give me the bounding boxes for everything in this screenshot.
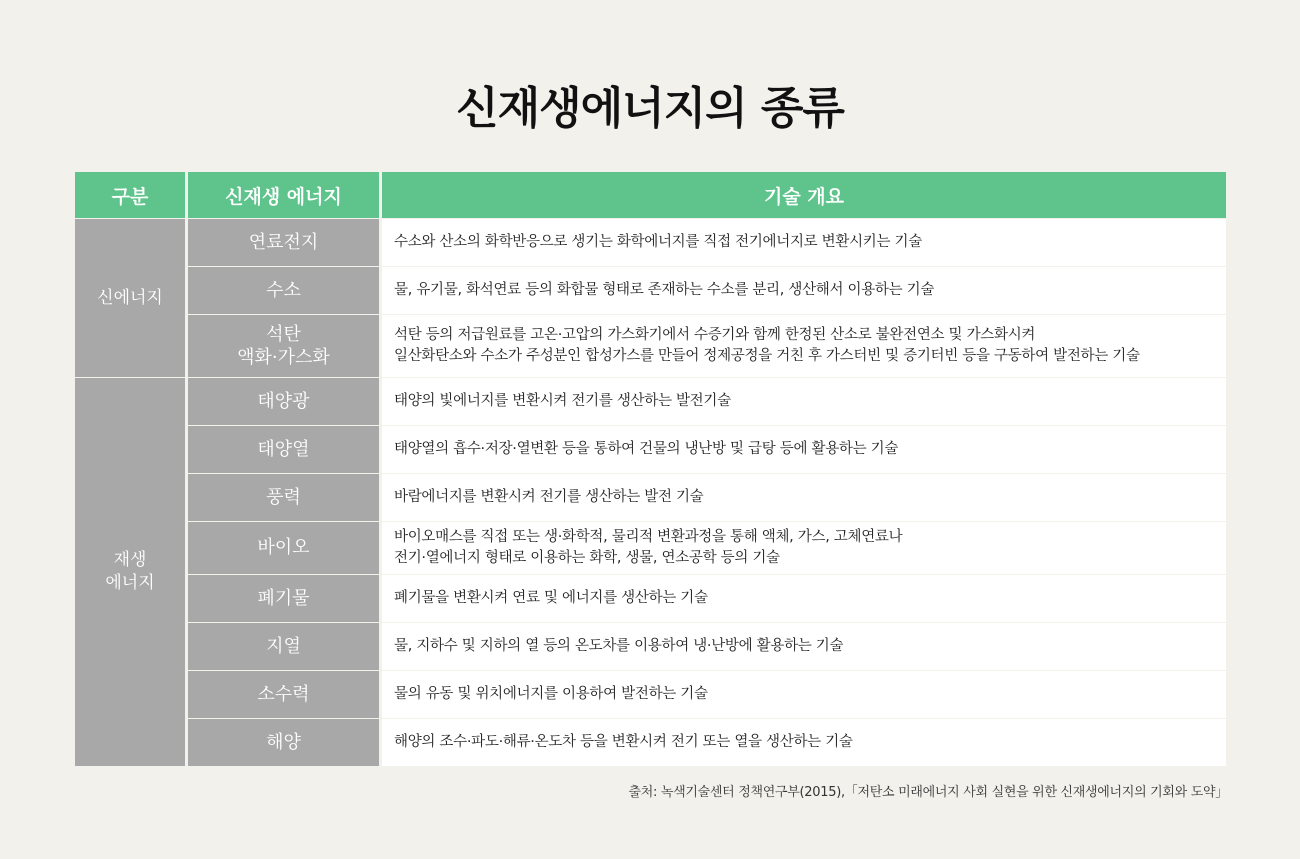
energy-name: 지열 — [188, 623, 379, 670]
energy-name: 태양열 — [188, 426, 379, 473]
energy-description: 물의 유동 및 위치에너지를 이용하여 발전하는 기술 — [382, 671, 1226, 718]
energy-description: 해양의 조수·파도·해류·온도차 등을 변환시켜 전기 또는 열을 생산하는 기술 — [382, 719, 1226, 766]
energy-description: 수소와 산소의 화학반응으로 생기는 화학에너지를 직접 전기에너지로 변환시키는 기술 — [382, 219, 1226, 266]
energy-name: 연료전지 — [188, 219, 379, 266]
energy-name: 바이오 — [188, 522, 379, 574]
energy-description: 물, 유기물, 화석연료 등의 화합물 형태로 존재하는 수소를 분리, 생산해서 이용하는 기술 — [382, 267, 1226, 314]
energy-name: 태양광 — [188, 378, 379, 425]
energy-description: 바람에너지를 변환시켜 전기를 생산하는 발전 기술 — [382, 474, 1226, 521]
energy-description: 태양의 빛에너지를 변환시켜 전기를 생산하는 발전기술 — [382, 378, 1226, 425]
page-title: 신재생에너지의 종류 — [456, 83, 844, 134]
energy-description: 물, 지하수 및 지하의 열 등의 온도차를 이용하여 냉·난방에 활용하는 기술 — [382, 623, 1226, 670]
energy-name: 폐기물 — [188, 575, 379, 622]
energy-description: 석탄 등의 저급원료를 고온·고압의 가스화기에서 수증기와 함께 한정된 산소로 불완전연소 및 가스화시켜 일산화탄소와 수소가 주성분인 합성가스를 만들어 정제공정을 거친 후 가스터빈 및 증기터빈 등을 구동하여 발전하는 기술 — [382, 315, 1226, 377]
energy-description: 태양열의 흡수·저장·열변환 등을 통하여 건물의 냉난방 및 급탕 등에 활용하는 기술 — [382, 426, 1226, 473]
source-citation: 출처: 녹색기술센터 정책연구부(2015),「저탄소 미래에너지 사회 실현을 위한 신재생에너지의 기회와 도약」 — [628, 785, 1228, 800]
header-energy: 신재생 에너지 — [188, 172, 379, 218]
energy-types-table — [75, 172, 1226, 766]
energy-name: 소수력 — [188, 671, 379, 718]
energy-description: 바이오매스를 직접 또는 생·화학적, 물리적 변환과정을 통해 액체, 가스, 고체연료나 전기·열에너지 형태로 이용하는 화학, 생물, 연소공학 등의 기술 — [382, 522, 1226, 574]
header-category: 구분 — [75, 172, 185, 218]
header-overview: 기술 개요 — [382, 172, 1226, 218]
energy-name: 석탄 액화·가스화 — [188, 315, 379, 377]
energy-name: 풍력 — [188, 474, 379, 521]
category-new-energy: 신에너지 — [75, 219, 185, 377]
energy-name: 수소 — [188, 267, 379, 314]
energy-name: 해양 — [188, 719, 379, 766]
category-renewable-energy: 재생 에너지 — [75, 378, 185, 766]
energy-description: 폐기물을 변환시켜 연료 및 에너지를 생산하는 기술 — [382, 575, 1226, 622]
